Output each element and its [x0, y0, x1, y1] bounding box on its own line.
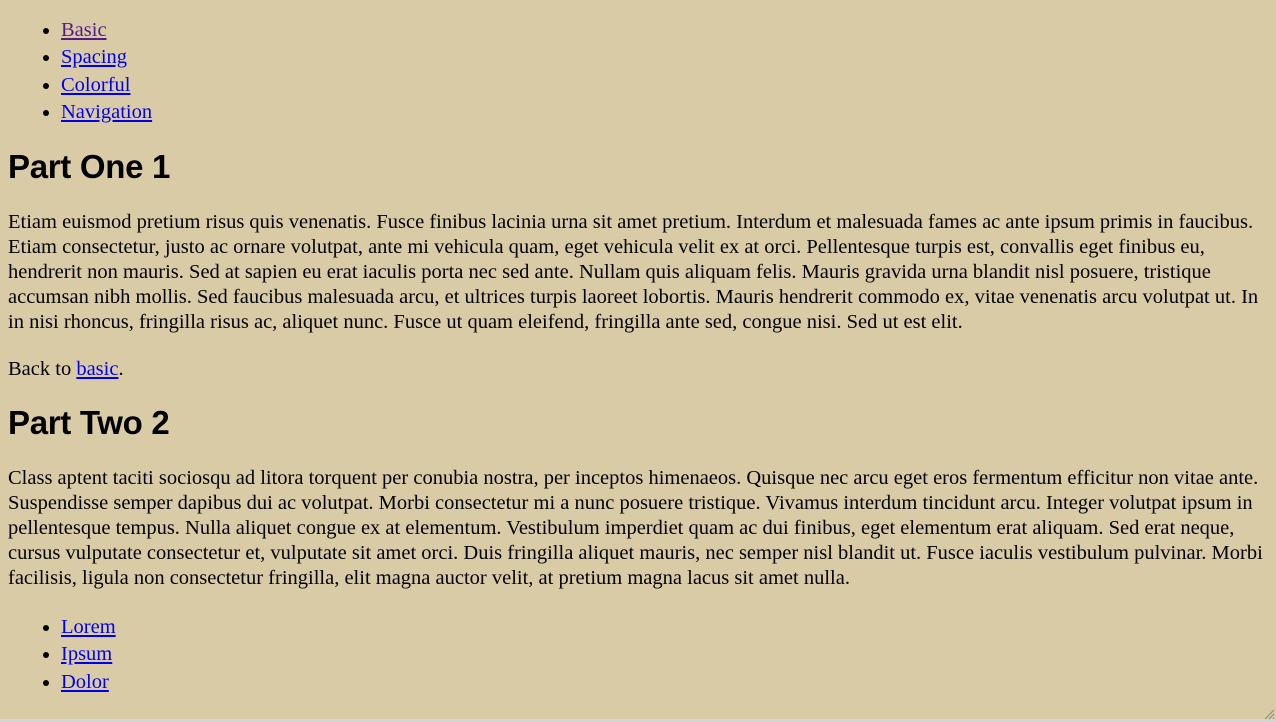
resize-grip-icon[interactable]	[1263, 708, 1275, 720]
back-suffix: .	[118, 358, 124, 380]
paragraph-part-one: Etiam euismod pretium risus quis venenatis. Fusce finibus lacinia urna sit amet pretium. Interdum et malesuada fames ac ante ipsum primis in faucibus. Etiam consectetur, justo ac ornare volutpat, ante mi vehicula quam, eget vehicula velit ex at orci. Pellentesque turpis est, convallis eget finibus eu, hendrerit non mauris. Sed at sapien eu erat iaculis porta nec sed ante. Nullam quis aliquam felis. Mauris gravida urna blandit nisl posuere, tristique accumsan nibh mollis. Sed faucibus malesuada arcu, et ultrices turpis laoreet lobortis. Mauris hendrerit commodo ex, vitae venenatis arcu volutpat ut. In in nisi rhoncus, fringilla risus ac, aliquet nunc. Fusce ut quam eleifend, fringilla ante sed, congue nisi. Sed ut est elit.	[8, 211, 1259, 333]
list-item	[61, 669, 116, 696]
heading-part-one: Part One 1	[8, 148, 171, 185]
back-prefix: Back to	[8, 358, 77, 380]
link-lorem[interactable]: Lorem	[61, 616, 116, 638]
paragraph-part-two: Class aptent taciti sociosqu ad litora torquent per conubia nostra, per inceptos himenaeos. Quisque nec arcu eget eros fermentum efficitur non vitae ante. Suspendisse semper dapibus dui ac volutpat. Morbi consectetur mi a nunc posuere tristique. Vivamus interdum tincidunt arcu. Integer volutpat ipsum in pellentesque tempus. Nulla aliquet congue ex at elementum. Vestibulum imperdiet quam ac dui finibus, eget elementum erat aliquam. Sed erat neque, cursus vulputate consectetur et, vulputate sit amet orci. Duis fringilla aliquet mauris, nec semper nisl blandit ut. Fusce iaculis vestibulum pulvinar. Morbi facilisis, ligula non consectetur fringilla, elit magna auctor velit, at pretium magna lacus sit amet nulla.	[8, 467, 1263, 589]
link-ipsum[interactable]: Ipsum	[61, 643, 113, 666]
top-nav-list	[8, 17, 152, 126]
heading-part-two: Part Two 2	[8, 404, 170, 441]
list-item	[61, 641, 116, 668]
nav-link-navigation[interactable]: Navigation	[61, 100, 153, 123]
nav-link-basic[interactable]: Basic	[61, 19, 107, 41]
back-to-basic-link[interactable]: basic	[76, 358, 119, 380]
list-item	[61, 72, 152, 99]
link-dolor[interactable]: Dolor	[61, 670, 109, 693]
bottom-nav-list	[8, 614, 116, 696]
list-item	[61, 614, 116, 641]
nav-link-spacing[interactable]: Spacing	[61, 46, 128, 69]
list-item	[61, 44, 152, 71]
nav-link-colorful[interactable]: Colorful	[61, 73, 131, 96]
list-item	[61, 17, 152, 44]
list-item	[61, 99, 152, 126]
back-to-basic-text	[8, 357, 124, 382]
